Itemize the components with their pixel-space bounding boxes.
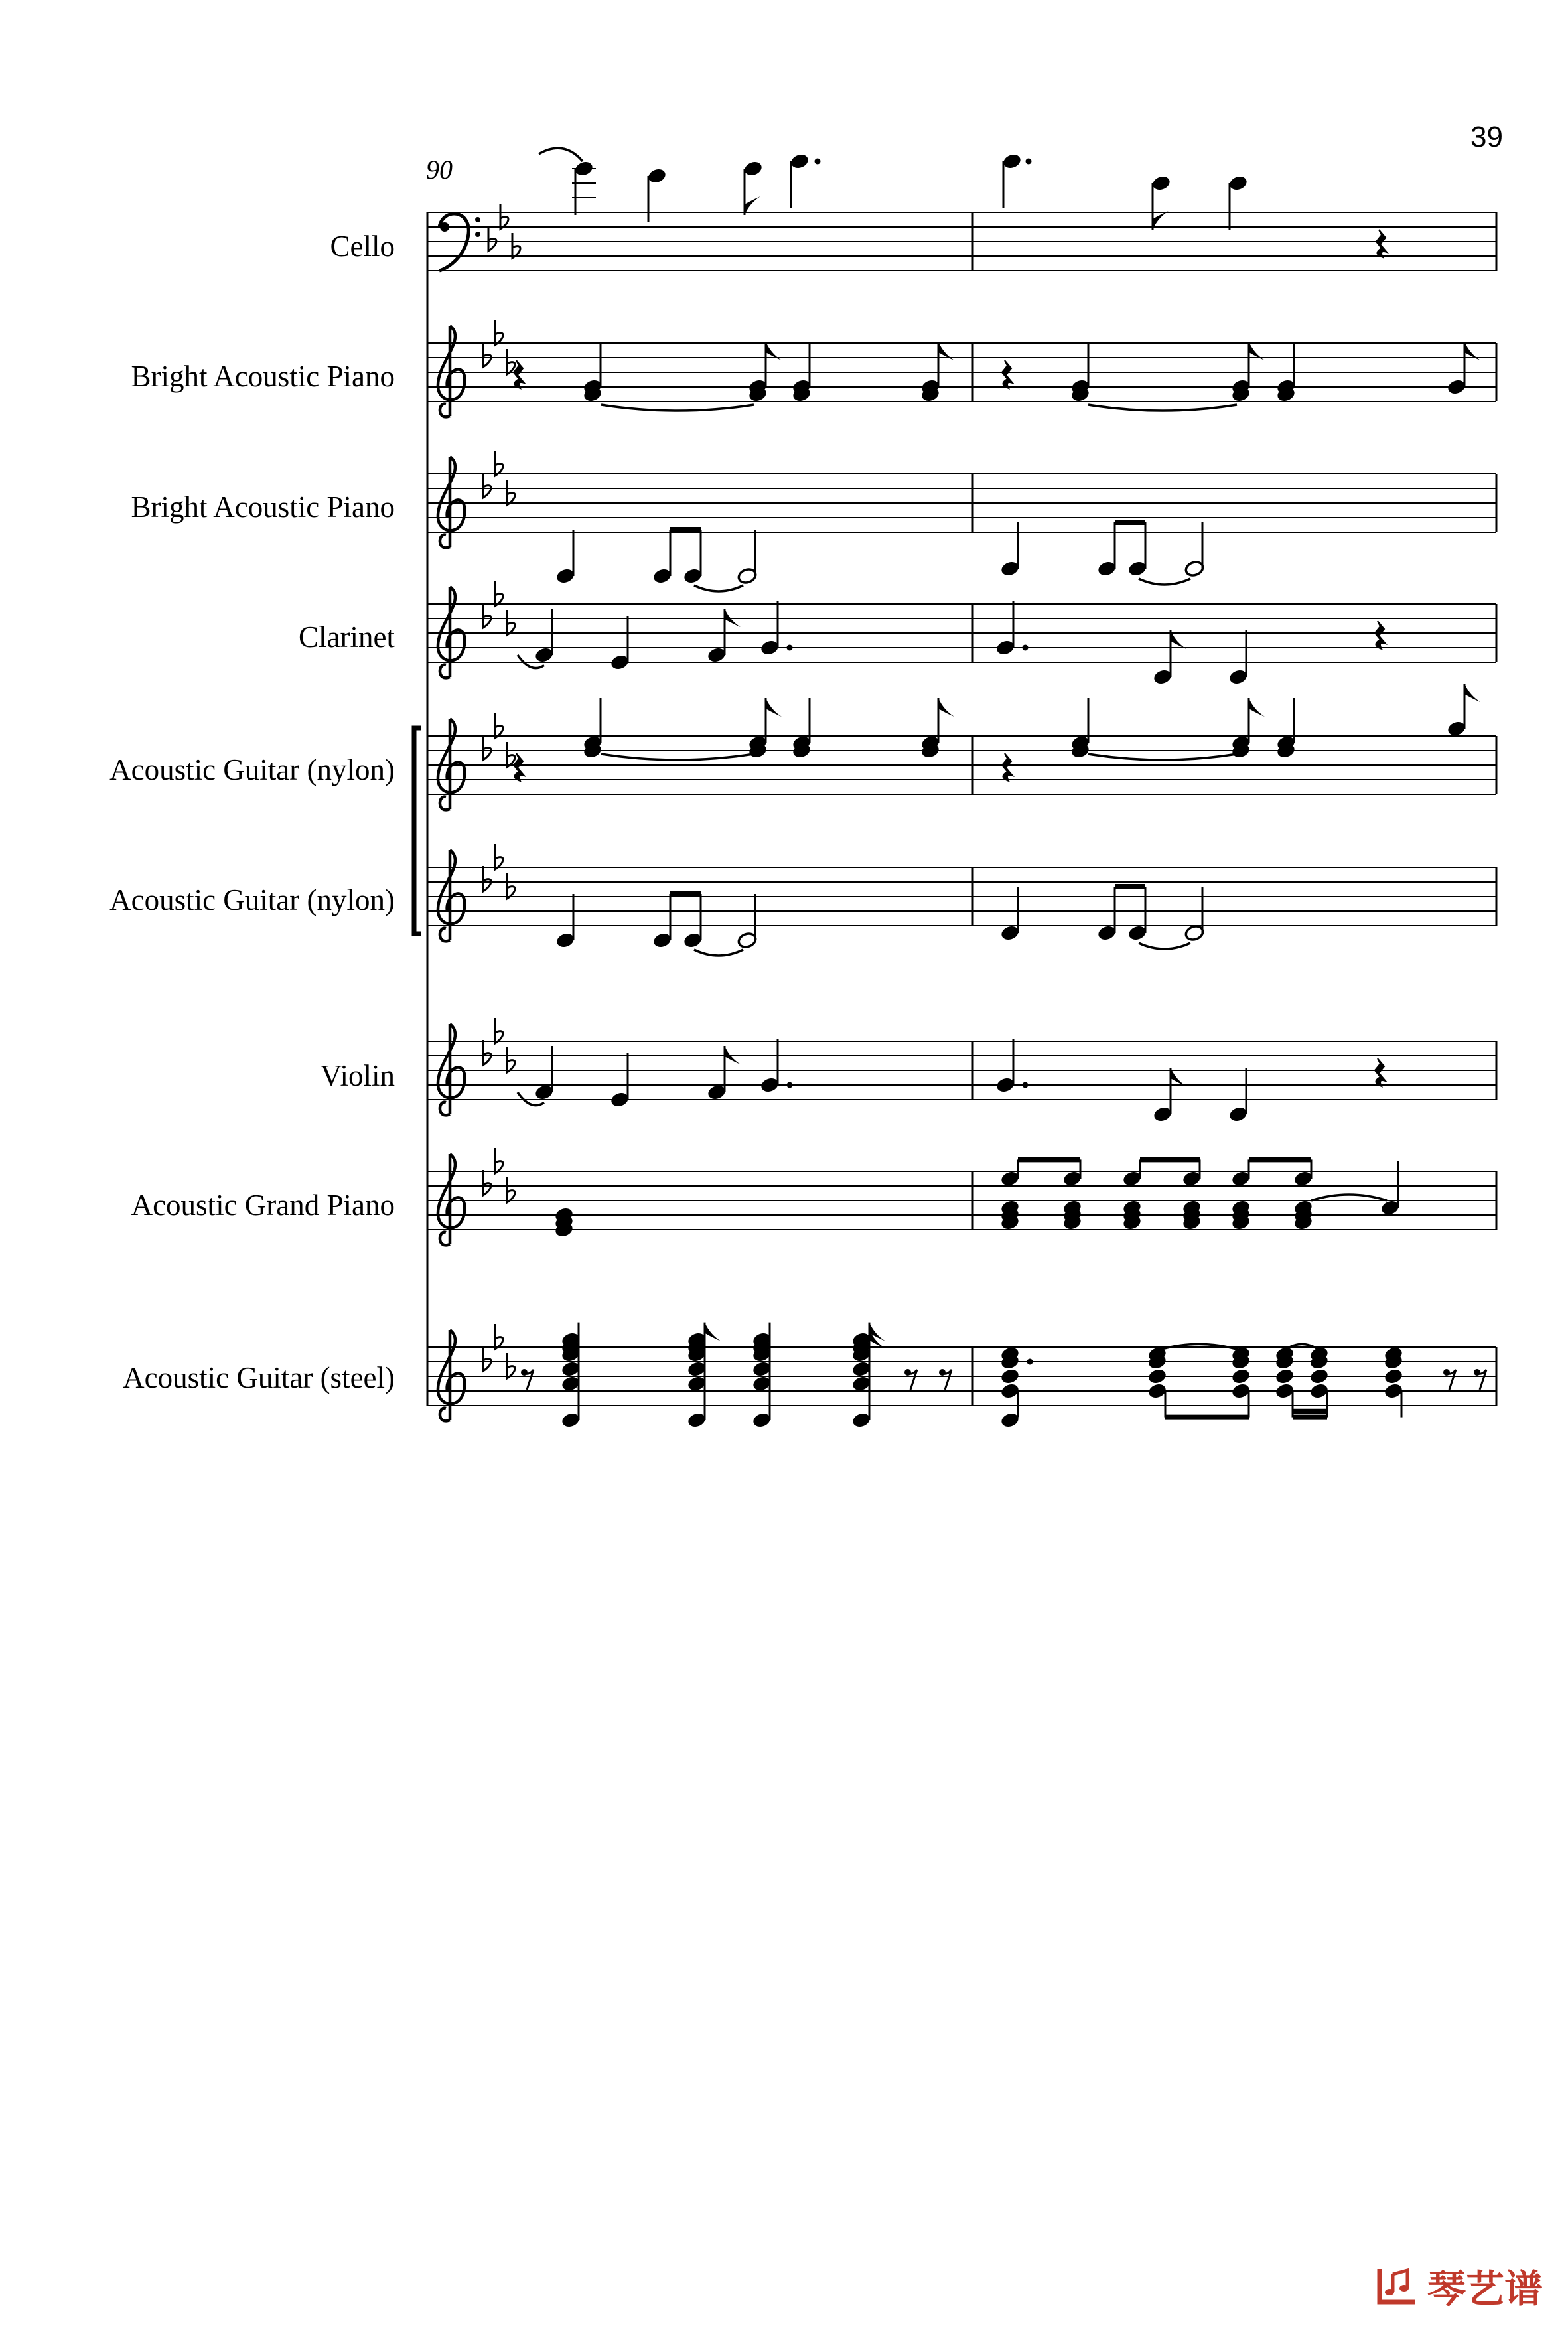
instrument-label-guitar-steel: Acoustic Guitar (steel) xyxy=(123,1361,395,1394)
staff-8 xyxy=(427,1148,1496,1245)
instrument-label-cello: Cello xyxy=(330,230,395,263)
staff-9 xyxy=(427,1324,1496,1421)
watermark xyxy=(1374,2258,1543,2313)
watermark-text: 琴艺谱 xyxy=(1427,2266,1543,2311)
notehead xyxy=(1147,1368,1168,1386)
quarter-rest xyxy=(1375,621,1386,649)
flat-icon xyxy=(507,1177,515,1202)
melody-staff-3 xyxy=(518,601,1386,686)
bass-clef-dot xyxy=(440,222,449,232)
staff-7 xyxy=(427,1018,1496,1115)
tie xyxy=(1311,1195,1387,1200)
flat-icon xyxy=(507,349,515,374)
flat-icon xyxy=(507,1353,515,1378)
instrument-label-bright-piano-2: Bright Acoustic Piano xyxy=(131,490,395,524)
notehead xyxy=(1275,1368,1295,1386)
flat-icon xyxy=(483,1040,491,1065)
slur xyxy=(539,148,583,161)
instrument-label-violin: Violin xyxy=(320,1059,395,1092)
quarter-rest xyxy=(1002,360,1013,388)
flag xyxy=(938,698,954,717)
staff-6 xyxy=(427,844,1496,941)
treble-clef-icon xyxy=(438,1330,464,1421)
flag xyxy=(1249,698,1265,717)
quarter-rest xyxy=(1002,753,1013,781)
notehead xyxy=(1309,1368,1330,1386)
measure-number: 90 xyxy=(426,155,453,184)
augmentation-dot xyxy=(787,1082,793,1088)
instrument-label-guitar-nylon-2: Acoustic Guitar (nylon) xyxy=(109,883,395,916)
flat-icon xyxy=(495,451,503,476)
melody-staff-6 xyxy=(518,1039,1386,1123)
steel-guitar-notes xyxy=(521,1323,1486,1429)
staff-3 xyxy=(427,451,1496,547)
treble-clef-icon xyxy=(438,850,464,941)
notehead xyxy=(743,160,764,178)
staff-4 xyxy=(427,581,1496,678)
augmentation-dot xyxy=(815,159,821,165)
flag xyxy=(1464,684,1480,702)
tie xyxy=(1139,579,1190,585)
flat-icon xyxy=(507,480,515,505)
notehead xyxy=(790,153,810,171)
staff-2 xyxy=(427,320,1496,417)
flag xyxy=(766,698,782,717)
augmentation-dot xyxy=(1026,159,1032,165)
tie xyxy=(1139,943,1190,949)
flat-icon xyxy=(483,603,491,628)
bass-clef-dot xyxy=(475,232,480,237)
flat-icon xyxy=(495,1148,503,1173)
flat-icon xyxy=(483,473,491,498)
tie xyxy=(601,754,754,760)
flat-icon xyxy=(495,320,503,345)
notehead xyxy=(1151,175,1172,192)
augmentation-dot xyxy=(1023,1082,1029,1088)
instrument-group-bracket xyxy=(414,728,421,934)
augmentation-dot xyxy=(787,645,793,651)
flat-icon xyxy=(488,226,496,251)
flat-icon xyxy=(495,713,503,738)
bass-clef-dot xyxy=(475,217,480,222)
instrument-label-clarinet: Clarinet xyxy=(299,620,395,654)
notehead xyxy=(1384,1368,1404,1386)
flat-icon xyxy=(495,1018,503,1043)
augmentation-dot xyxy=(1027,1359,1033,1365)
flat-icon xyxy=(483,1170,491,1195)
staff-1 xyxy=(427,204,1496,271)
page-number: 39 xyxy=(1470,121,1503,153)
staff-5 xyxy=(427,713,1496,810)
treble-clef-icon xyxy=(438,587,464,678)
flat-icon xyxy=(500,204,508,229)
treble-clef-icon xyxy=(438,1024,464,1115)
flat-icon xyxy=(507,873,515,899)
quarter-rest xyxy=(1375,1058,1386,1086)
flat-icon xyxy=(495,1324,503,1349)
tie xyxy=(694,950,743,956)
flat-icon xyxy=(507,742,515,767)
quarter-rest xyxy=(1376,230,1387,257)
treble-clef-icon xyxy=(438,457,464,547)
tie xyxy=(1088,405,1237,411)
instrument-label-guitar-nylon-1: Acoustic Guitar (nylon) xyxy=(109,753,395,786)
chord-staff-1 xyxy=(514,342,1480,411)
flag xyxy=(705,1323,721,1341)
notehead xyxy=(1002,153,1023,171)
flat-icon xyxy=(483,866,491,891)
tie xyxy=(694,585,743,591)
tie xyxy=(1088,754,1237,760)
notehead xyxy=(1000,1368,1021,1386)
treble-clef-icon xyxy=(438,719,464,810)
treble-clef-icon xyxy=(438,326,464,417)
instrument-label-grand-piano: Acoustic Grand Piano xyxy=(131,1189,395,1222)
music-note-logo-icon xyxy=(1374,2262,1421,2309)
instrument-label-bright-piano-1: Bright Acoustic Piano xyxy=(131,360,395,393)
flat-icon xyxy=(483,735,491,760)
notehead xyxy=(647,167,668,185)
treble-clef-icon xyxy=(438,1154,464,1245)
chord-staff-4 xyxy=(514,684,1480,781)
flat-icon xyxy=(507,610,515,635)
flat-icon xyxy=(483,342,491,367)
flat-icon xyxy=(483,1346,491,1371)
flat-icon xyxy=(512,233,520,258)
flat-icon xyxy=(507,1047,515,1072)
notehead xyxy=(1228,175,1249,192)
tie xyxy=(601,405,754,411)
notehead xyxy=(1231,1368,1251,1386)
augmentation-dot xyxy=(1023,645,1029,651)
flat-icon xyxy=(495,844,503,869)
flat-icon xyxy=(495,581,503,606)
